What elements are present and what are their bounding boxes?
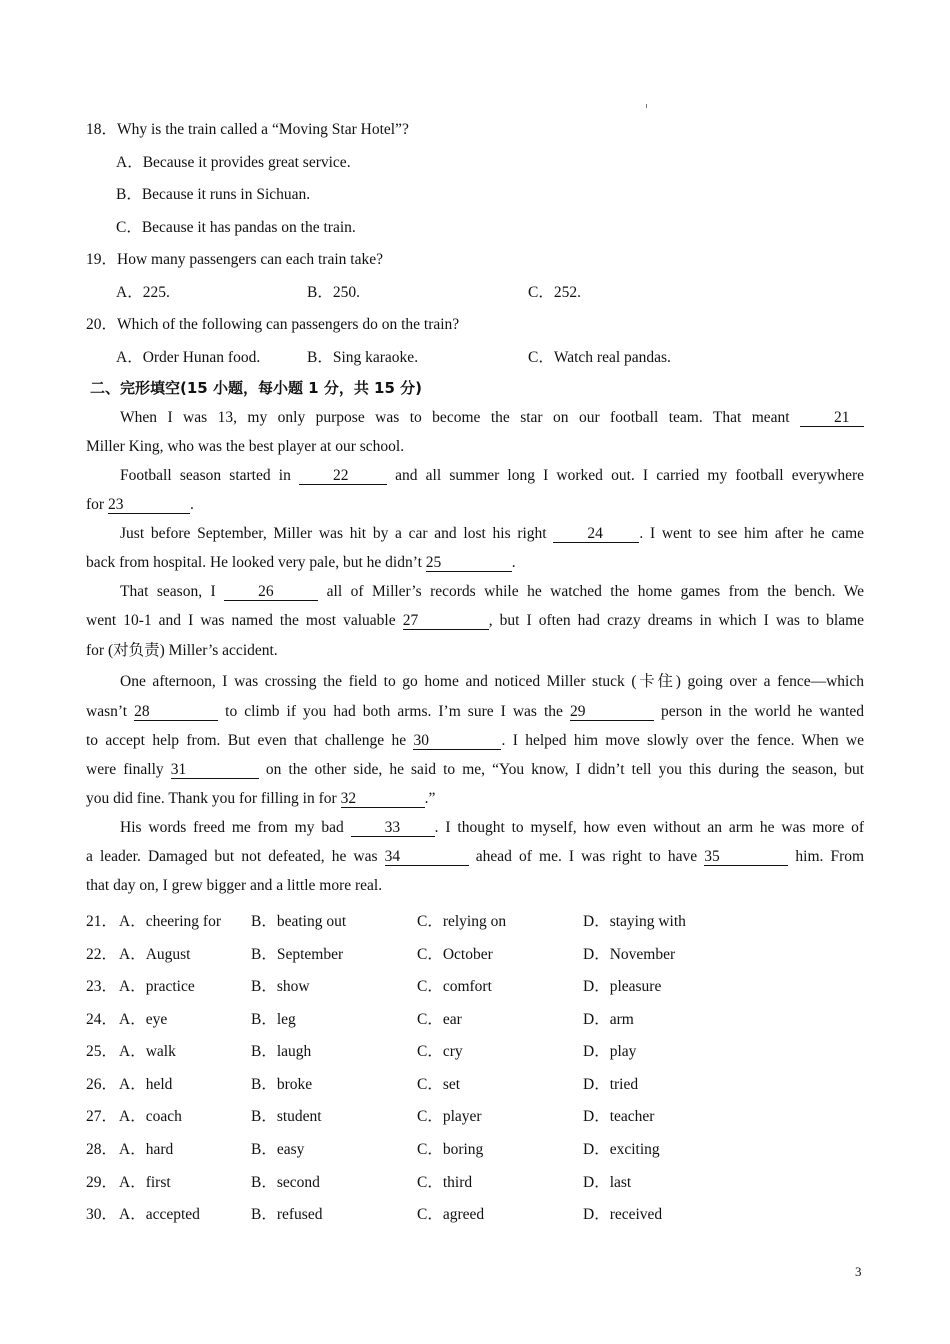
question-18-option-a: A．Because it provides great service. (116, 154, 351, 171)
question-19-option-b: B．250. (307, 284, 360, 301)
question-19-stem: 19．How many passengers can each train take? (86, 251, 383, 268)
question-18-option-c: C．Because it has pandas on the train. (116, 219, 356, 236)
blank-33: 33 (351, 820, 435, 837)
blank-25: 25 (426, 555, 512, 572)
question-18-option-b: B．Because it runs in Sichuan. (116, 186, 311, 203)
blank-23: 23 (108, 497, 190, 514)
blank-29: 29 (570, 704, 654, 721)
question-18-stem: 18．Why is the train called a “Moving Star Hotel”? (86, 121, 409, 138)
option-row-30: 30． A．accepted B．refused C．agreed D．received (86, 1206, 663, 1223)
section-heading: 二、完形填空(15 小题，每小题 1 分，共 15 分) (90, 379, 423, 397)
blank-35: 35 (704, 849, 788, 866)
question-20-stem: 20．Which of the following can passengers do on the train? (86, 316, 460, 333)
option-row-21: 21． A．cheering for B．beating out C．relying on D．staying with (86, 913, 686, 930)
blank-30: 30 (413, 733, 501, 750)
blank-22: 22 (299, 468, 387, 485)
question-19-option-a: A．225. (116, 284, 170, 301)
option-row-28: 28． A．hard B．easy C．boring D．exciting (86, 1141, 660, 1158)
cloze-passage: When I was 13, my only purpose was to become the star on our football team. That meant 21 Miller King, who was the best player at our school. Football season started in 22 and all summer long I worked out. I carried my football everywhere for 23 . Just before September, Miller was hit by a car and lost his right 24 . I went to see him after he came back from hospital. He looked very pale, but he didn’t 25 . That season, I 26 all of Miller’s records while he watched the home games from the bench. We went 10-1 and I was named the most valuable 27 , but I often had crazy dreams in which I was to blame for (对负责) Miller’s accident. One afternoon, I was crossing the field to go home and noticed Miller stuck (卡住) going over a fence—which wasn’t 28 to climb if you had both arms. I’m sure I was the 29 person in the world he wanted to accept help from. But even that challenge he 30 . I helped him move slowly over the fence. When we were finally 31 on the other side, he said to me, “You know, I didn’t tell you this during the season, but you did fine. Thank you for filling in for 32 .” His words freed me from my bad 33 . I thought to myself, how even without an arm he was more of a leader. Damaged but not defeated, he was 34 ahead of me. I was right to have 35 him. From that day on, I grew bigger and a little more real. (86, 409, 865, 894)
question-20-option-b: B．Sing karaoke. (307, 349, 419, 366)
question-19-option-c: C．252. (528, 284, 581, 301)
page-number: 3 (855, 1264, 862, 1279)
blank-32: 32 (341, 791, 425, 808)
blank-34: 34 (385, 849, 469, 866)
option-row-29: 29． A．first B．second C．third D．last (86, 1174, 632, 1191)
blank-27: 27 (403, 613, 489, 630)
blank-26: 26 (224, 584, 318, 601)
page-mark (646, 104, 647, 108)
blank-28: 28 (134, 704, 218, 721)
option-row-27: 27． A．coach B．student C．player D．teacher (86, 1108, 655, 1125)
option-row-24: 24． A．eye B．leg C．ear D．arm (86, 1011, 634, 1028)
question-20-option-c: C．Watch real pandas. (528, 349, 671, 366)
blank-31: 31 (171, 762, 259, 779)
option-row-23: 23． A．practice B．show C．comfort D．pleasure (86, 978, 662, 995)
question-20-option-a: A．Order Hunan food. (116, 349, 261, 366)
blank-21: 21 (800, 410, 864, 427)
blank-24: 24 (553, 526, 639, 543)
option-row-22: 22． A．August B．September C．October D．November (86, 946, 676, 963)
option-row-26: 26． A．held B．broke C．set D．tried (86, 1076, 639, 1093)
option-row-25: 25． A．walk B．laugh C．cry D．play (86, 1043, 637, 1060)
